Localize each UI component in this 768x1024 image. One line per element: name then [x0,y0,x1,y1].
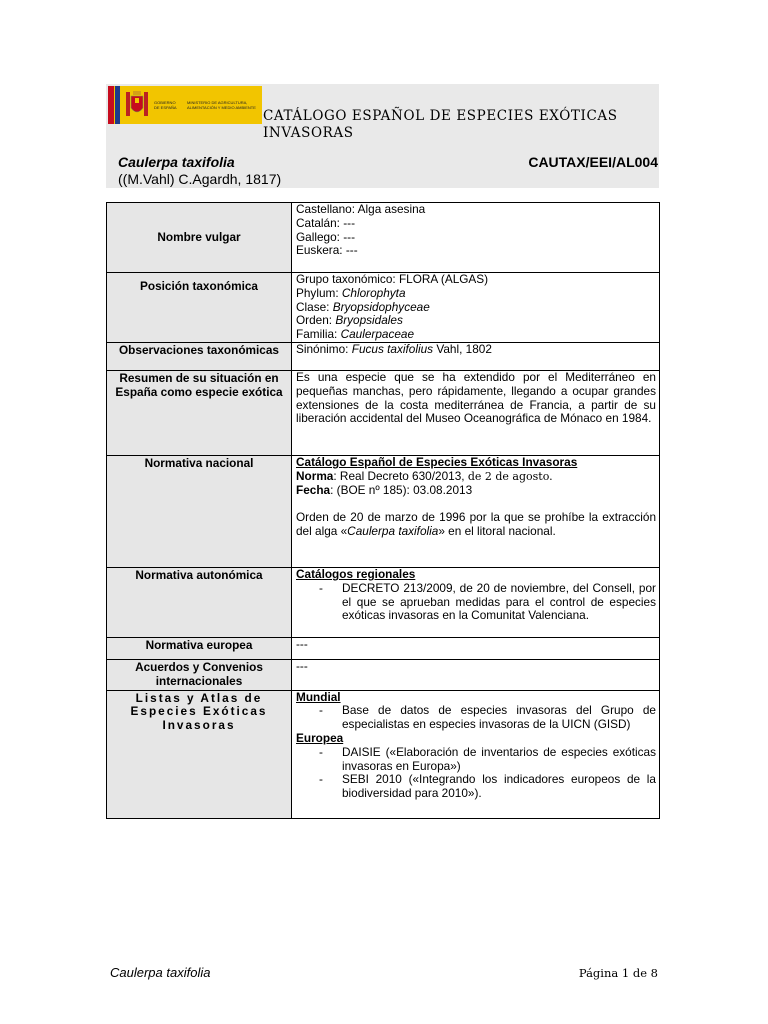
norma-date: de 2 de agosto. [467,469,553,483]
value-observaciones [292,343,660,371]
daisie-item: DAISIE («Elaboración de inventarios de especies exóticas invasoras en Europa») [342,744,656,773]
row-observaciones [107,343,660,371]
ministry-label: MINISTERIO DE AGRICULTURA, ALIMENTACIÓN Y MEDIO AMBIENTE [187,100,256,110]
taxon-orden [296,314,656,328]
taxon-grupo: Grupo taxonómico: FLORA (ALGAS) [296,272,489,286]
value-listas-atlas [292,690,660,818]
list-item [296,773,656,801]
row-posicion-taxonomica [107,273,660,343]
national-catalog-heading: Catálogo Español de Especies Exóticas Invasoras [296,455,578,469]
row-normativa-europea [107,638,660,660]
synonym-name: Fucus taxifolius [351,342,434,356]
taxon-orden-label: Orden: [296,313,336,328]
dash-bullet: - [319,772,323,787]
value-posicion-taxonomica [292,273,660,343]
taxon-familia-label: Familia: [296,327,341,342]
europea-list [296,746,656,801]
taxon-phylum-label: Phylum: [296,285,342,300]
orden-text-part1: Orden de 20 de marzo de 1996 por la que se prohíbe la extracción del alga « [296,510,656,539]
coat-of-arms-icon [123,90,151,120]
orden-text-part2: » en el litoral nacional. [438,524,556,539]
synonym-label: Sinónimo: [296,342,352,356]
label-observaciones: Observaciones taxonómicas [107,343,292,371]
regional-catalogs-heading: Catálogos regionales [296,567,416,581]
label-posicion-taxonomica: Posición taxonómica [107,273,292,343]
list-item [296,582,656,623]
sebi-item: SEBI 2010 («Integrando los indicadores europeos de la biodiversidad para 2010»). [342,772,656,801]
dash-bullet: - [319,703,323,718]
taxon-phylum-value: Chlorophyta [341,285,406,300]
norma-label: Norma [296,468,334,483]
norma-line [296,470,656,484]
label-normativa-nacional: Normativa nacional [107,456,292,568]
government-label: GOBIERNO DE ESPAÑA [154,100,177,110]
row-resumen [107,371,660,456]
common-name-gallego: Gallego: --- [296,229,356,244]
fecha-line [296,484,656,498]
gisd-item: Base de datos de especies invasoras del Grupo de especialistas en especies invasoras de la UICN (GISD) [342,703,656,732]
spacer [296,497,656,511]
species-author: ((M.Vahl) C.Agardh, 1817) [118,171,282,187]
catalog-title [263,108,653,142]
fecha-value: : (BOE nº 185): 03.08.2013 [330,482,473,497]
value-resumen: Es una especie que se ha extendido por el Mediterráneo en pequeñas manchas, pero rápidamente, llegando a ocupar grandes extensiones de la costa mediterránea de Francia, a partir de su liberación accidental del Museo Oceanográfica de Mónaco en 1984. [292,371,660,456]
species-name: Caulerpa taxifolia [118,154,235,170]
value-normativa-autonomica [292,568,660,638]
europea-heading: Europea [296,730,344,745]
flag-red-stripe [108,86,114,124]
taxon-clase [296,301,656,315]
row-normativa-autonomica [107,568,660,638]
label-listas-atlas: Listas y Atlas de Especies Exóticas Invasoras [107,690,292,818]
value-normativa-nacional [292,456,660,568]
list-item [296,704,656,732]
document-code: CAUTAX/EEI/AL004 [528,154,658,170]
catalog-title-line2: INVASORAS [263,125,354,141]
common-name-castellano: Castellano: Alga asesina [296,202,426,216]
taxon-phylum [296,287,656,301]
government-logo [108,86,262,124]
norma-value: : Real Decreto 630/2013, [333,468,468,483]
regional-list [296,582,656,623]
page-number: Página 1 de 8 [578,966,658,980]
synonym-author: Vahl, 1802 [433,342,492,356]
flag-blue-stripe [115,86,120,124]
row-nombre-vulgar [107,203,660,273]
orden-1996-text [296,511,656,539]
species-info-table [106,202,660,819]
label-normativa-autonomica: Normativa autonómica [107,568,292,638]
label-nombre-vulgar: Nombre vulgar [107,203,292,273]
value-acuerdos: --- [292,660,660,691]
taxon-clase-label: Clase: [296,299,333,314]
mundial-heading: Mundial [296,689,341,704]
row-normativa-nacional [107,456,660,568]
regional-decreto: DECRETO 213/2009, de 20 de noviembre, del Consell, por el que se aprueban medidas para el control de especies exóticas invasoras en la Comunitat Valenciana. [342,580,656,623]
label-acuerdos: Acuerdos y Convenios internacionales [107,660,292,691]
taxon-familia-value: Caulerpaceae [340,327,415,342]
taxon-orden-value: Bryopsidales [335,313,403,328]
list-item [296,746,656,774]
mundial-list [296,704,656,732]
common-name-catalan: Catalán: --- [296,215,356,230]
taxon-clase-value: Bryopsidophyceae [332,299,430,314]
label-resumen: Resumen de su situación en España como especie exótica [107,371,292,456]
dash-bullet: - [319,744,323,759]
footer-species: Caulerpa taxifolia [110,965,211,980]
value-normativa-europea: --- [292,638,660,660]
dash-bullet: - [319,580,323,595]
catalog-title-line1: CATÁLOGO ESPAÑOL DE ESPECIES EXÓTICAS [263,108,618,124]
value-nombre-vulgar [292,203,660,273]
row-listas-atlas [107,690,660,818]
fecha-label: Fecha [296,482,331,497]
label-normativa-europea: Normativa europea [107,638,292,660]
taxon-familia [296,328,656,342]
common-name-euskera: Euskera: --- [296,243,358,258]
row-acuerdos [107,660,660,691]
orden-species: Caulerpa taxifolia [347,524,439,539]
